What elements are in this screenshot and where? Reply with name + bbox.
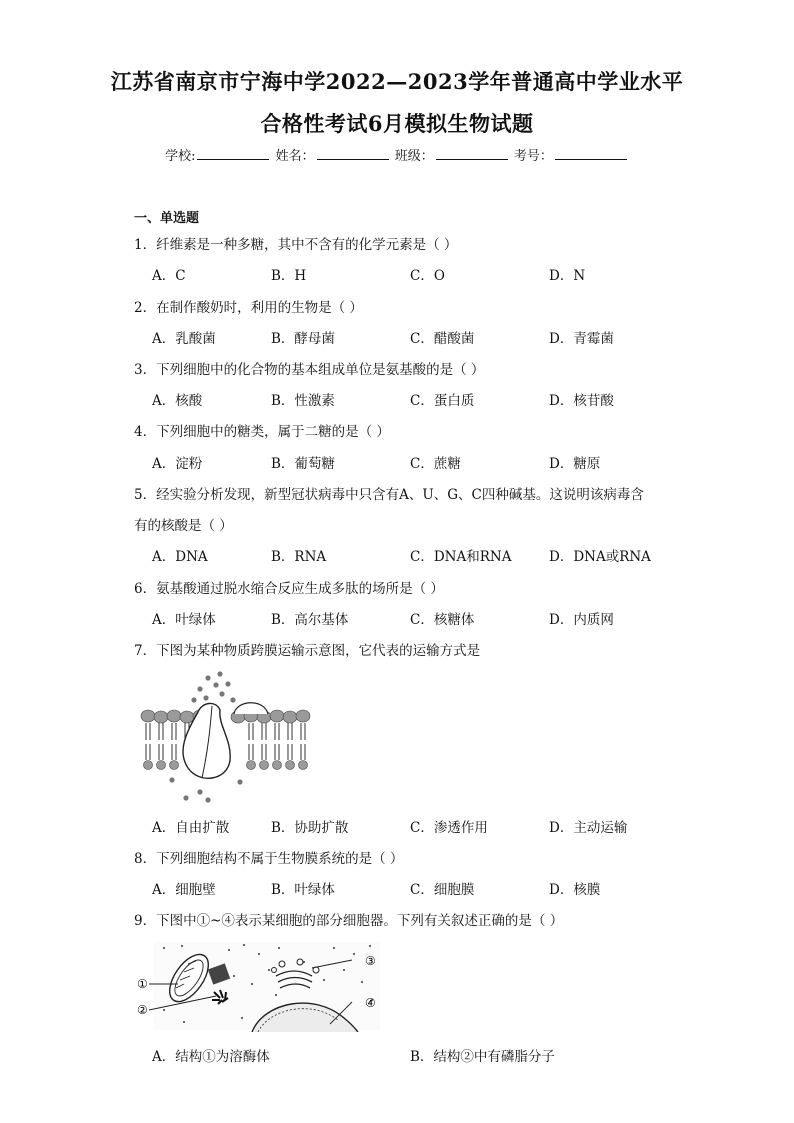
q4-option-b[interactable]: B．葡萄糖 <box>271 456 335 472</box>
q8-option-b[interactable]: B．叶绿体 <box>271 882 335 898</box>
q6-option-a[interactable]: A．叶绿体 <box>152 612 216 628</box>
organelle-figure <box>134 940 384 1032</box>
q3-option-c[interactable]: C．蛋白质 <box>410 393 475 409</box>
inside-molecules <box>169 777 242 802</box>
label-4: ④ <box>365 996 376 1010</box>
question-2-stem: 2．在制作酸奶时，利用的生物是（ ） <box>134 300 363 316</box>
q8-option-d[interactable]: D．核膜 <box>549 882 601 898</box>
q9-option-a[interactable]: A．结构①为溶酶体 <box>152 1049 270 1065</box>
section-heading: 一、单选题 <box>134 211 200 226</box>
q2-option-c[interactable]: C．醋酸菌 <box>410 331 475 347</box>
q6-option-b[interactable]: B．高尔基体 <box>271 612 349 628</box>
phospholipid-heads-top <box>141 710 310 723</box>
school-label: 学校: <box>165 149 196 164</box>
q7-option-c[interactable]: C．渗透作用 <box>410 820 488 836</box>
channel-protein-right <box>234 703 268 714</box>
q7-option-d[interactable]: D．主动运输 <box>549 820 628 836</box>
membrane-transport-figure <box>138 670 313 810</box>
q3-option-d[interactable]: D．核苷酸 <box>549 393 614 409</box>
q5-option-a[interactable]: A．DNA <box>152 549 208 565</box>
q5-option-d[interactable]: D．DNA或RNA <box>549 549 651 565</box>
q8-option-a[interactable]: A．细胞壁 <box>152 882 216 898</box>
q5-option-c[interactable]: C．DNA和RNA <box>410 549 512 565</box>
label-1: ① <box>137 977 148 991</box>
name-label: 姓名： <box>275 149 315 164</box>
q9-option-b[interactable]: B．结构②中有磷脂分子 <box>410 1049 555 1065</box>
q1-option-b[interactable]: B．H <box>271 268 307 284</box>
q1-option-c[interactable]: C．O <box>410 268 445 284</box>
title-line-2: 合格性考试6月模拟生物试题 <box>260 111 534 136</box>
number-label: 考号： <box>513 149 553 164</box>
question-3-stem: 3．下列细胞中的化合物的基本组成单位是氨基酸的是（ ） <box>134 362 485 378</box>
q3-option-b[interactable]: B．性激素 <box>271 393 335 409</box>
q6-option-d[interactable]: D．内质网 <box>549 612 614 628</box>
question-9-stem: 9．下图中①~④表示某细胞的部分细胞器。下列有关叙述正确的是（ ） <box>134 913 564 929</box>
q8-option-c[interactable]: C．细胞膜 <box>410 882 475 898</box>
q4-option-c[interactable]: C．蔗糖 <box>410 456 461 472</box>
q4-option-a[interactable]: A．淀粉 <box>152 456 203 472</box>
q7-option-a[interactable]: A．自由扩散 <box>152 820 230 836</box>
label-3: ③ <box>365 954 376 968</box>
q7-option-b[interactable]: B．协助扩散 <box>271 820 349 836</box>
question-5-stem-cont: 有的核酸是（ ） <box>134 518 233 534</box>
label-2: ② <box>137 1003 148 1017</box>
q5-option-b[interactable]: B．RNA <box>271 549 327 565</box>
q2-option-a[interactable]: A．乳酸菌 <box>152 331 216 347</box>
question-1-stem: 1．纤维素是一种多糖，其中不含有的化学元素是（ ） <box>134 237 458 253</box>
school-blank[interactable] <box>197 147 269 160</box>
question-8-stem: 8．下列细胞结构不属于生物膜系统的是（ ） <box>134 851 404 867</box>
name-blank[interactable] <box>317 147 389 160</box>
class-blank[interactable] <box>436 147 508 160</box>
question-5-stem: 5．经实验分析发现，新型冠状病毒中只含有A、U、G、C四种碱基。这说明该病毒含 <box>134 487 644 503</box>
q2-option-b[interactable]: B．酵母菌 <box>271 331 335 347</box>
q1-option-a[interactable]: A．C <box>152 268 186 284</box>
question-7-stem: 7．下图为某种物质跨膜运输示意图，它代表的运输方式是 <box>134 643 481 659</box>
q3-option-a[interactable]: A．核酸 <box>152 393 203 409</box>
q4-option-d[interactable]: D．糖原 <box>549 456 601 472</box>
student-info-row <box>0 145 794 164</box>
title-line-1: 江苏省南京市宁海中学2022—2023学年普通高中学业水平 <box>110 69 684 94</box>
question-6-stem: 6．氨基酸通过脱水缩合反应生成多肽的场所是（ ） <box>134 581 444 597</box>
number-blank[interactable] <box>555 147 627 160</box>
class-label: 班级： <box>394 149 434 164</box>
question-4-stem: 4．下列细胞中的糖类，属于二糖的是（ ） <box>134 424 390 440</box>
q6-option-c[interactable]: C．核糖体 <box>410 612 475 628</box>
q1-option-d[interactable]: D．N <box>549 268 586 284</box>
q2-option-d[interactable]: D．青霉菌 <box>549 331 614 347</box>
